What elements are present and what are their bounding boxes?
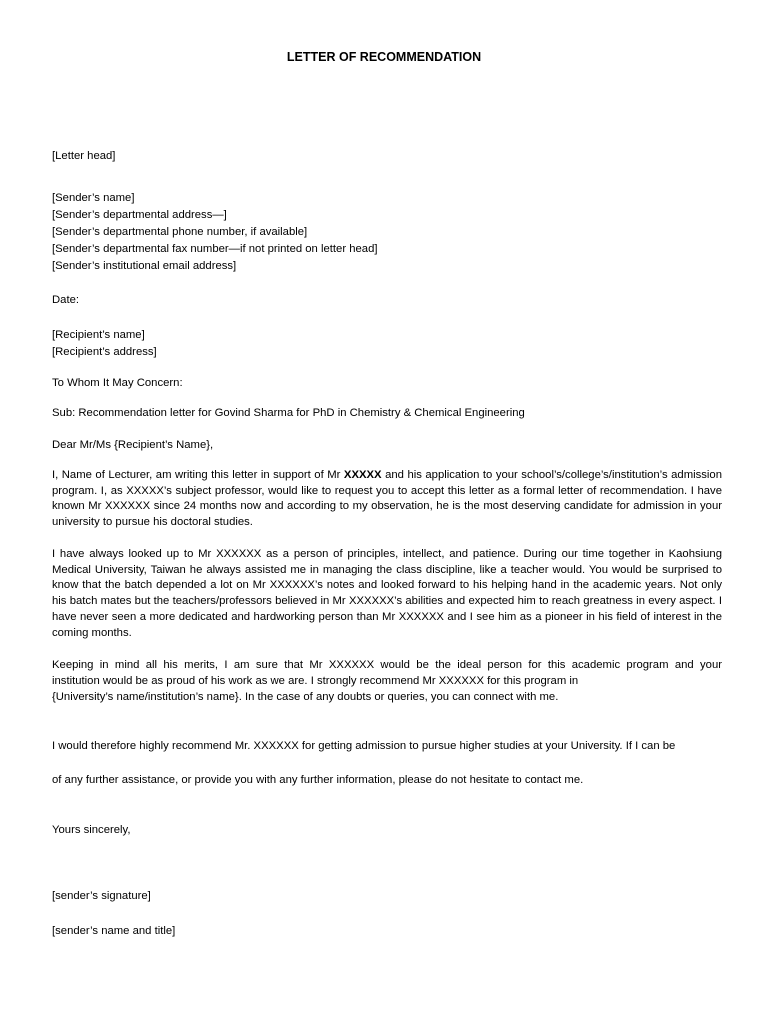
paragraph-2: I have always looked up to Mr XXXXXX as a person of principles, intellect, and patience. During our time together in Kaohsiung Medical University, Taiwan he always assisted me in managing the class discipline, like a teacher would. You would be surprised to know that the batch depended a lot on Mr XXXXXX’s notes and looked forward to his helping hand in the academic years. Not only his batch mates but the teachers/professors believed in Mr XXXXXX’s abilities and expected him to reach greatness in every aspect. I have never seen a more dedicated and hardworking person than Mr XXXXXX and I see him as a pioneer in his field of interest in the coming months.: [52, 548, 722, 639]
paragraph-3-line-3: {University’s name/institution’s name}. In the case of any doubts or queries, you can connect with me.: [52, 691, 559, 703]
recipient-address: [Recipient’s address]: [52, 346, 157, 358]
sender-fax: [Sender’s departmental fax number—if not printed on letter head]: [52, 243, 378, 255]
sender-address: [Sender’s departmental address—]: [52, 209, 227, 221]
salutation: Dear Mr/Ms {Recipient’s Name},: [52, 439, 214, 451]
sender-name: [Sender’s name]: [52, 192, 135, 204]
paragraph-4-line-1: I would therefore highly recommend Mr. XXXXXX for getting admission to pursue higher studies at your University. If I can be: [52, 740, 676, 752]
sender-name-title: [sender’s name and title]: [52, 925, 176, 937]
closing: Yours sincerely,: [52, 824, 131, 836]
candidate-name-bold: XXXXX: [343, 469, 382, 481]
sender-phone: [Sender’s departmental phone number, if available]: [52, 226, 308, 238]
to-whom-line: To Whom It May Concern:: [52, 377, 183, 389]
paragraph-1: [52, 468, 722, 531]
signature-placeholder: [sender’s signature]: [52, 890, 151, 902]
paragraph-3-line-2: institution would be as proud of his work as we are. I strongly recommend Mr XXXXXX for this program in: [52, 675, 579, 687]
letter-head-placeholder: [Letter head]: [52, 150, 116, 162]
paragraph-4-line-2: of any further assistance, or provide you with any further information, please do not hesitate to contact me.: [52, 774, 584, 786]
paragraph-3-line-1: Keeping in mind all his merits, I am sure that Mr XXXXXX would be the ideal person for this academic program and your: [52, 659, 722, 671]
paragraph-1-start: I, Name of Lecturer, am writing this letter in support of Mr: [52, 469, 344, 481]
subject-line: Sub: Recommendation letter for Govind Sharma for PhD in Chemistry & Chemical Engineering: [52, 407, 525, 419]
recipient-name: [Recipient’s name]: [52, 329, 145, 341]
document-title: LETTER OF RECOMMENDATION: [286, 50, 482, 64]
sender-email: [Sender’s institutional email address]: [52, 260, 237, 272]
date-label: Date:: [52, 294, 80, 306]
paragraph-1-rest: and his application to your school’s/college’s/institution’s admission program. I, as XXXXX’s subject professor, would like to request you to accept this letter as a formal letter of recommendation. I have known Mr XXXXXX since 24 months now and according to my observation, he is the most deserving candidate for admission in your university to pursue his doctoral studies.: [52, 469, 722, 529]
